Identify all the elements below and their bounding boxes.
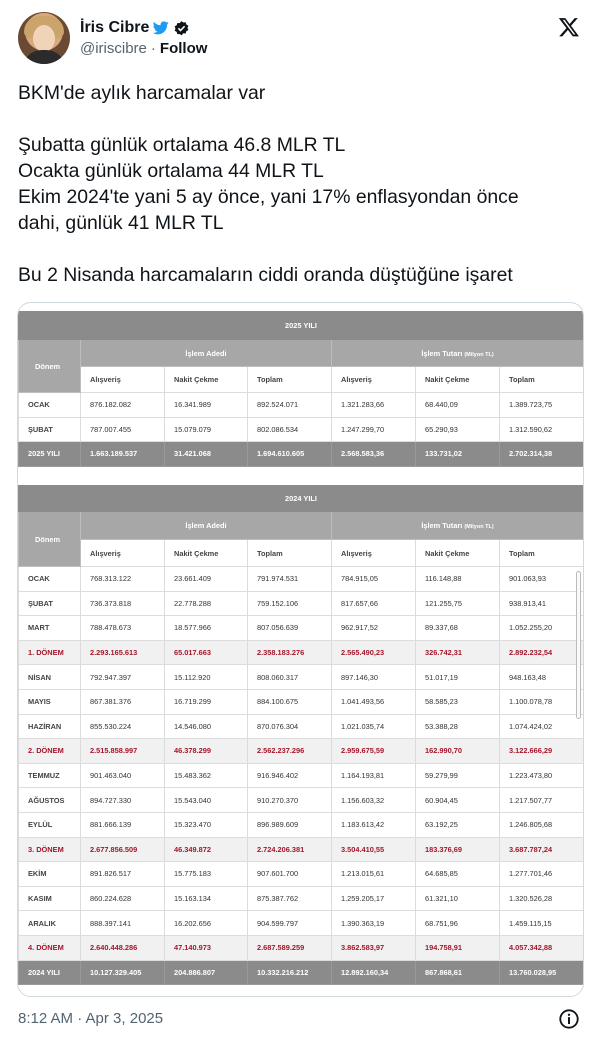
tweet-text (18, 80, 584, 288)
table-cell: 1.694.610.605 (248, 442, 332, 467)
group-header-islem-tutari (332, 340, 584, 367)
table-cell: 2.959.675,59 (332, 739, 416, 764)
table-cell: 876.182.082 (81, 393, 165, 418)
table-cell: 1.259.205,17 (332, 886, 416, 911)
donem-header: Dönem (19, 512, 81, 567)
table-cell: 901.463.040 (81, 763, 165, 788)
table-cell: 2.640.448.286 (81, 935, 165, 960)
table-column-header-row (19, 367, 584, 393)
table-cell: 1.277.701,46 (500, 862, 584, 887)
column-header: Nakit Çekme (165, 367, 248, 393)
table-cell: 1.321.283,66 (332, 393, 416, 418)
table-cell: 784.915,05 (332, 567, 416, 592)
avatar[interactable] (18, 12, 70, 64)
tweet-image[interactable] (17, 302, 584, 997)
table-cell: 896.989.609 (248, 812, 332, 837)
table-cell: 860.224.628 (81, 886, 165, 911)
table-cell: 736.373.818 (81, 591, 165, 616)
row-label: AĞUSTOS (19, 788, 81, 813)
table-cell: 1.389.723,75 (500, 393, 584, 418)
table-cell: 938.913,41 (500, 591, 584, 616)
table-row (19, 812, 584, 837)
tweet-line: Ekim 2024'te yani 5 ay önce, yani 17% enflasyondan önce (18, 186, 519, 208)
table-cell: 68.440,09 (416, 393, 500, 418)
table-cell: 3.504.410,55 (332, 837, 416, 862)
row-label: NİSAN (19, 665, 81, 690)
table-cell: 2.562.237.296 (248, 739, 332, 764)
row-label: ŞUBAT (19, 591, 81, 616)
table-cell: 14.546.080 (165, 714, 248, 739)
image-scrollbar (576, 571, 581, 719)
table-cell: 13.760.028,95 (500, 960, 584, 985)
group-header-unit: (Milyon TL) (464, 524, 494, 530)
verified-badge-icon (173, 20, 190, 37)
table-title-row (19, 486, 584, 512)
table-cell: 787.007.455 (81, 417, 165, 442)
table-cell: 1.390.363,19 (332, 911, 416, 936)
follow-button[interactable]: Follow (159, 40, 208, 57)
row-label: HAZİRAN (19, 714, 81, 739)
table-cell: 4.057.342,88 (500, 935, 584, 960)
table-cell: 162.990,70 (416, 739, 500, 764)
table-cell: 22.778.288 (165, 591, 248, 616)
column-header: Alışveriş (332, 367, 416, 393)
column-header: Alışveriş (332, 540, 416, 567)
table-cell: 15.079.079 (165, 417, 248, 442)
table-cell: 870.076.304 (248, 714, 332, 739)
table-cell: 1.247.299,70 (332, 417, 416, 442)
table-cell: 1.217.507,77 (500, 788, 584, 813)
table-cell: 962.917,52 (332, 616, 416, 641)
table-row (19, 788, 584, 813)
table-cell: 23.661.409 (165, 567, 248, 592)
table-cell: 10.127.329.405 (81, 960, 165, 985)
table-title-row (19, 312, 584, 340)
table-cell: 15.483.362 (165, 763, 248, 788)
table-cell: 1.052.255,20 (500, 616, 584, 641)
table-cell: 897.146,30 (332, 665, 416, 690)
tweet-header (18, 12, 584, 64)
table-cell: 817.657,66 (332, 591, 416, 616)
table-row (19, 393, 584, 418)
table-row (19, 911, 584, 936)
table-row (19, 442, 584, 467)
row-label: 4. DÖNEM (19, 935, 81, 960)
row-label: 2025 YILI (19, 442, 81, 467)
table-cell: 891.826.517 (81, 862, 165, 887)
table-row (19, 640, 584, 665)
table-2024 (18, 485, 584, 985)
column-header: Toplam (500, 367, 584, 393)
table-cell: 68.751,96 (416, 911, 500, 936)
table-title: 2025 YILI (19, 312, 584, 340)
table-cell: 875.387.762 (248, 886, 332, 911)
table-cell: 16.719.299 (165, 689, 248, 714)
table-cell: 10.332.216.212 (248, 960, 332, 985)
table-cell: 16.341.989 (165, 393, 248, 418)
table-cell: 61.321,10 (416, 886, 500, 911)
table-cell: 1.320.526,28 (500, 886, 584, 911)
table-cell: 3.122.666,29 (500, 739, 584, 764)
table-cell: 948.163,48 (500, 665, 584, 690)
table-row (19, 417, 584, 442)
column-header: Toplam (500, 540, 584, 567)
row-label: ŞUBAT (19, 417, 81, 442)
table-cell: 133.731,02 (416, 442, 500, 467)
table-row (19, 935, 584, 960)
table-cell: 759.152.106 (248, 591, 332, 616)
table-cell: 2.358.183.276 (248, 640, 332, 665)
column-header: Toplam (248, 540, 332, 567)
group-header-unit: (Milyon TL) (464, 351, 494, 358)
table-row (19, 837, 584, 862)
table-row (19, 591, 584, 616)
tweet-paragraph-2 (18, 132, 584, 236)
tweet-paragraph-1 (18, 80, 584, 106)
table-row (19, 960, 584, 985)
table-cell: 15.775.183 (165, 862, 248, 887)
table-row (19, 886, 584, 911)
table-cell: 183.376,69 (416, 837, 500, 862)
table-cell: 65.290,93 (416, 417, 500, 442)
row-label: 2024 YILI (19, 960, 81, 985)
table-cell: 3.687.787,24 (500, 837, 584, 862)
donem-header: Dönem (19, 340, 81, 393)
table-cell: 1.156.603,32 (332, 788, 416, 813)
table-row (19, 567, 584, 592)
author-name-row (80, 18, 190, 38)
table-cell: 807.056.639 (248, 616, 332, 641)
table-row (19, 739, 584, 764)
table-cell: 2.565.490,23 (332, 640, 416, 665)
table-cell: 788.478.673 (81, 616, 165, 641)
table-cell: 59.279,99 (416, 763, 500, 788)
group-header-label: İşlem Tutarı (421, 521, 463, 530)
table-cell: 2.687.589.259 (248, 935, 332, 960)
info-icon[interactable] (558, 1008, 580, 1030)
table-cell: 15.543.040 (165, 788, 248, 813)
table-row (19, 665, 584, 690)
table-cell: 204.886.807 (165, 960, 248, 985)
tweet-line: Ocakta günlük ortalama 44 MLR TL (18, 160, 324, 182)
table-cell: 2.677.856.509 (81, 837, 165, 862)
table-cell: 888.397.141 (81, 911, 165, 936)
table-cell: 916.946.402 (248, 763, 332, 788)
column-header: Nakit Çekme (165, 540, 248, 567)
handle-row (80, 40, 207, 57)
table-cell: 808.060.317 (248, 665, 332, 690)
row-label: 3. DÖNEM (19, 837, 81, 862)
table-cell: 121.255,75 (416, 591, 500, 616)
table-cell: 46.378.299 (165, 739, 248, 764)
table-cell: 792.947.397 (81, 665, 165, 690)
table-row (19, 763, 584, 788)
table-cell: 31.421.068 (165, 442, 248, 467)
table-cell: 867.381.376 (81, 689, 165, 714)
table-2025 (18, 311, 584, 467)
column-header: Nakit Çekme (416, 540, 500, 567)
table-cell: 802.086.534 (248, 417, 332, 442)
group-header-label: İşlem Tutarı (421, 348, 463, 358)
bird-icon (153, 21, 169, 35)
table-cell: 326.742,31 (416, 640, 500, 665)
group-header-islem-adedi: İşlem Adedi (81, 512, 332, 540)
table-title: 2024 YILI (19, 486, 584, 512)
row-label: OCAK (19, 567, 81, 592)
table-cell: 2.702.314,38 (500, 442, 584, 467)
table-cell: 1.183.613,42 (332, 812, 416, 837)
table-cell: 15.112.920 (165, 665, 248, 690)
author-handle[interactable]: @iriscibre (80, 40, 147, 57)
table-cell: 16.202.656 (165, 911, 248, 936)
table-cell: 64.685,85 (416, 862, 500, 887)
table-cell: 12.892.160,34 (332, 960, 416, 985)
row-label: MAYIS (19, 689, 81, 714)
table-row (19, 862, 584, 887)
table-cell: 63.192,25 (416, 812, 500, 837)
row-label: 1. DÖNEM (19, 640, 81, 665)
table-cell: 881.666.139 (81, 812, 165, 837)
x-logo-icon[interactable] (558, 16, 580, 38)
table-cell: 2.724.206.381 (248, 837, 332, 862)
table-cell: 194.758,91 (416, 935, 500, 960)
row-label: KASIM (19, 886, 81, 911)
table-cell: 2.892.232,54 (500, 640, 584, 665)
table-cell: 1.459.115,15 (500, 911, 584, 936)
table-cell: 910.270.370 (248, 788, 332, 813)
table-cell: 1.041.493,56 (332, 689, 416, 714)
table-group-header-row (19, 512, 584, 540)
table-cell: 1.213.015,61 (332, 862, 416, 887)
row-label: ARALIK (19, 911, 81, 936)
row-label: MART (19, 616, 81, 641)
author-name[interactable]: İris Cibre (80, 19, 150, 36)
table-cell: 1.100.078,78 (500, 689, 584, 714)
table-cell: 1.246.805,68 (500, 812, 584, 837)
table-cell: 1.663.189.537 (81, 442, 165, 467)
tweet-line: dahi, günlük 41 MLR TL (18, 212, 224, 234)
table-row (19, 689, 584, 714)
tweet-footer (18, 1008, 584, 1032)
table-row (19, 714, 584, 739)
timestamp[interactable]: 8:12 AM · Apr 3, 2025 (18, 1010, 164, 1027)
table-cell: 791.974.531 (248, 567, 332, 592)
table-cell: 89.337,68 (416, 616, 500, 641)
row-label: 2. DÖNEM (19, 739, 81, 764)
row-label: EKİM (19, 862, 81, 887)
table-cell: 116.148,88 (416, 567, 500, 592)
table-column-header-row (19, 540, 584, 567)
column-header: Toplam (248, 367, 332, 393)
tweet-line: BKM'de aylık harcamalar var (18, 82, 266, 104)
table-cell: 46.349.872 (165, 837, 248, 862)
table-cell: 47.140.973 (165, 935, 248, 960)
table-cell: 58.585,23 (416, 689, 500, 714)
table-cell: 1.312.590,62 (500, 417, 584, 442)
table-cell: 15.323.470 (165, 812, 248, 837)
table-cell: 15.163.134 (165, 886, 248, 911)
tweet-paragraph-3 (18, 262, 584, 288)
table-cell: 18.577.966 (165, 616, 248, 641)
table-cell: 768.313.122 (81, 567, 165, 592)
table-cell: 1.223.473,80 (500, 763, 584, 788)
table-cell: 1.074.424,02 (500, 714, 584, 739)
table-cell: 901.063,93 (500, 567, 584, 592)
table-cell: 904.599.797 (248, 911, 332, 936)
row-label: EYLÜL (19, 812, 81, 837)
table-cell: 1.164.193,81 (332, 763, 416, 788)
table-cell: 884.100.675 (248, 689, 332, 714)
table-cell: 51.017,19 (416, 665, 500, 690)
table-cell: 65.017.663 (165, 640, 248, 665)
table-cell: 1.021.035,74 (332, 714, 416, 739)
column-header: Alışveriş (81, 540, 165, 567)
group-header-islem-adedi: İşlem Adedi (81, 340, 332, 367)
table-cell: 60.904,45 (416, 788, 500, 813)
table-cell: 892.524.071 (248, 393, 332, 418)
column-header: Alışveriş (81, 367, 165, 393)
table-group-header-row (19, 340, 584, 367)
table-cell: 3.862.583,97 (332, 935, 416, 960)
row-label: TEMMUZ (19, 763, 81, 788)
tweet-line: Bu 2 Nisanda harcamaların ciddi oranda düştüğüne işaret (18, 264, 513, 286)
table-row (19, 616, 584, 641)
table-cell: 867.868,61 (416, 960, 500, 985)
tweet-line: Şubatta günlük ortalama 46.8 MLR TL (18, 134, 346, 156)
row-label: OCAK (19, 393, 81, 418)
table-cell: 2.293.165.613 (81, 640, 165, 665)
separator-dot: · (150, 40, 156, 57)
table-cell: 855.530.224 (81, 714, 165, 739)
column-header: Nakit Çekme (416, 367, 500, 393)
group-header-islem-tutari (332, 512, 584, 540)
table-cell: 2.568.583,36 (332, 442, 416, 467)
table-cell: 53.388,28 (416, 714, 500, 739)
table-cell: 907.601.700 (248, 862, 332, 887)
table-cell: 2.515.858.997 (81, 739, 165, 764)
table-cell: 894.727.330 (81, 788, 165, 813)
